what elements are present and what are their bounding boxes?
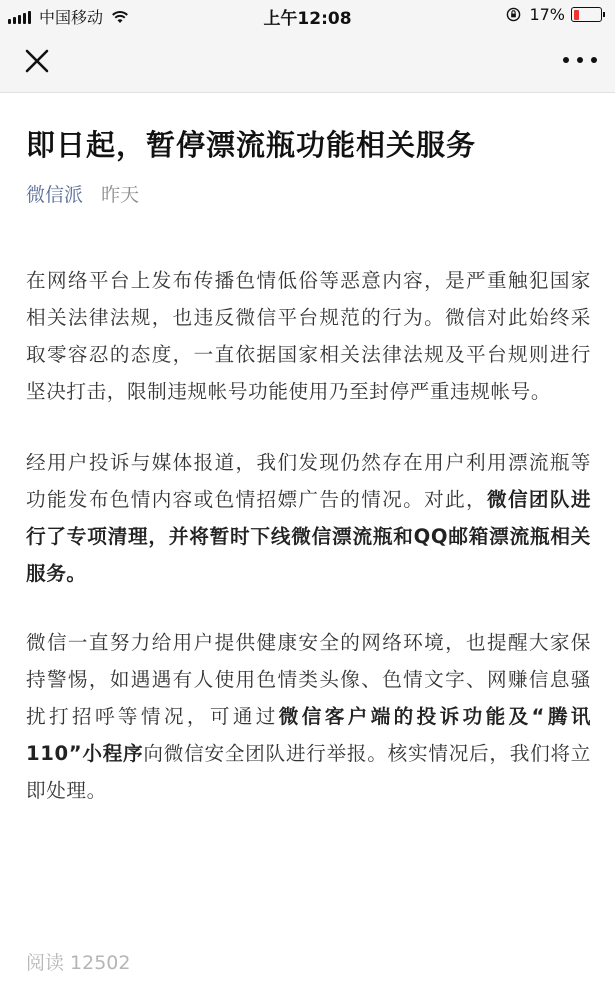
paragraph-2 — [26, 444, 591, 592]
paragraph-3-text: 微信一直努力给用户提供健康安全的网络环境，也提醒大家保持警惕，如遇遇有人使用色情类头像、色情文字、网赚信息骚扰打招呼等情况，可通过 — [26, 631, 591, 728]
battery-percent: 17% — [529, 5, 565, 24]
carrier-label: 中国移动 — [39, 8, 104, 27]
article-title: 即日起，暂停漂流瓶功能相关服务 — [26, 128, 477, 162]
orientation-lock-icon — [506, 7, 521, 22]
status-time: 上午12:08 — [263, 9, 352, 29]
nav-bar — [0, 30, 615, 93]
article — [26, 92, 591, 809]
article-meta — [26, 180, 591, 210]
paragraph-3 — [26, 624, 591, 809]
paragraph-2-bold: 微信团队进行了专项清理，并将暂时下线微信漂流瓶和QQ邮箱漂流瓶相关服务。 — [26, 488, 592, 585]
more-icon[interactable] — [563, 50, 597, 70]
battery-icon — [571, 7, 605, 22]
paragraph-1: 在网络平台上发布传播色情低俗等恶意内容，是严重触犯国家相关法律法规，也违反微信平台规范的行为。微信对此始终采取零容忍的态度，一直依据国家相关法律法规及平台规则进行坚决打击，限制违规帐号功能使用乃至封停严重违规帐号。 — [26, 269, 591, 403]
paragraph-3-bold: 微信客户端的投诉功能及“腾讯110”小程序 — [26, 705, 591, 765]
publish-date: 昨天 — [101, 184, 140, 206]
close-icon[interactable] — [22, 46, 52, 76]
status-bar — [0, 0, 615, 30]
read-count: 阅读 12502 — [26, 952, 131, 974]
author-link[interactable]: 微信派 — [26, 184, 84, 206]
paragraph-2-text: 经用户投诉与媒体报道，我们发现仍然存在用户利用漂流瓶等功能发布色情内容或色情招嫖广告的情况。对此， — [26, 451, 591, 511]
status-right — [506, 5, 605, 24]
paragraph-3-tail: 向微信安全团队进行举报。核实情况后，我们将立即处理。 — [26, 742, 592, 802]
